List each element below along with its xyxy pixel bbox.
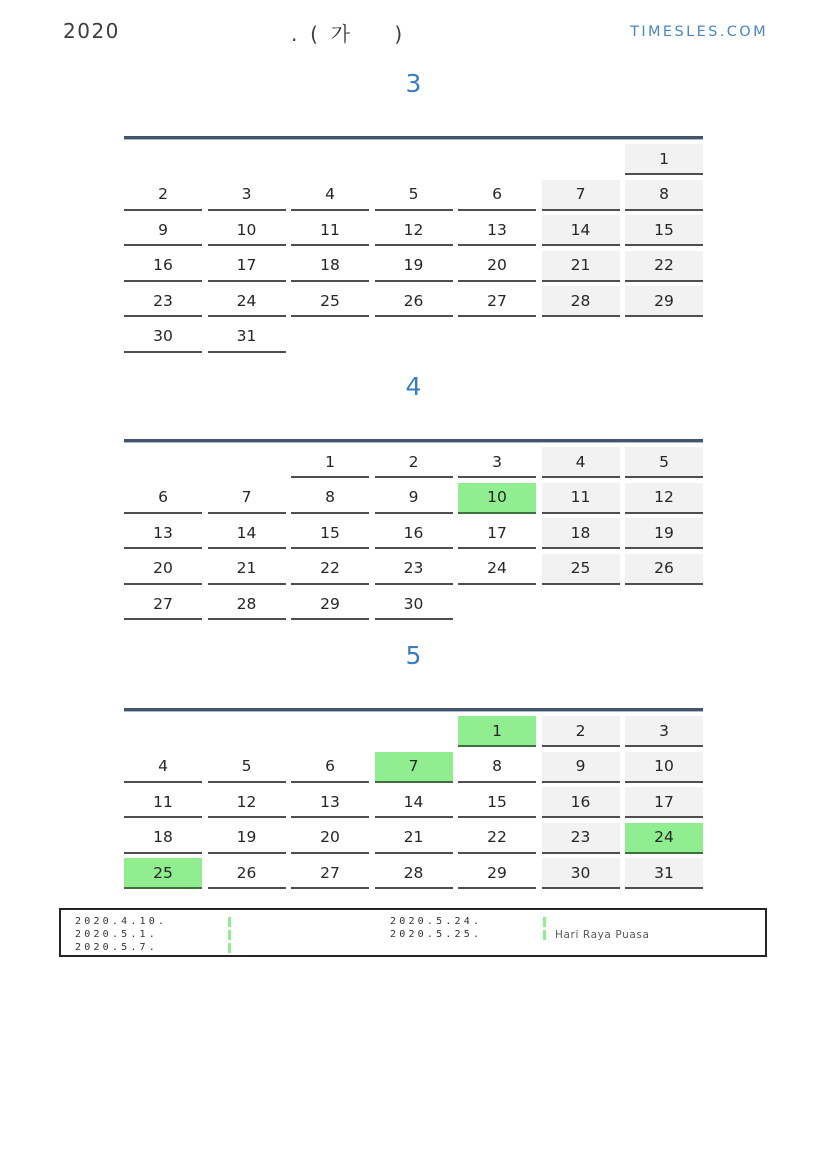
empty-cell <box>208 144 286 175</box>
day-cell: 19 <box>208 823 286 854</box>
day-cell: 17 <box>458 518 536 549</box>
day-cell: 8 <box>625 180 703 211</box>
empty-cell <box>124 716 202 747</box>
month-divider-line <box>124 136 703 140</box>
day-cell: 17 <box>625 787 703 818</box>
day-cell: 7 <box>542 180 620 211</box>
empty-cell <box>375 716 453 747</box>
month-title: 5 <box>405 641 422 670</box>
legend-date: 2020.5.25. <box>390 929 483 940</box>
day-cell: 19 <box>375 251 453 282</box>
legend-row <box>75 941 240 954</box>
day-cell: 22 <box>291 554 369 585</box>
day-cell: 25 <box>542 554 620 585</box>
day-cell: 18 <box>291 251 369 282</box>
month-april <box>124 372 703 620</box>
empty-cell <box>625 322 703 353</box>
day-cell-highlighted: 7 <box>375 752 453 783</box>
day-cell: 8 <box>291 483 369 514</box>
day-cell: 18 <box>124 823 202 854</box>
legend-row <box>390 928 650 941</box>
legend-label: Hari Raya Puasa <box>555 928 650 941</box>
day-cell: 23 <box>542 823 620 854</box>
day-cell: 20 <box>291 823 369 854</box>
day-cell: 24 <box>458 554 536 585</box>
day-cell: 12 <box>625 483 703 514</box>
month-grid <box>124 447 703 620</box>
day-cell: 17 <box>208 251 286 282</box>
day-cell: 11 <box>124 787 202 818</box>
month-divider-line <box>124 708 703 712</box>
day-cell-highlighted: 10 <box>458 483 536 514</box>
day-cell: 11 <box>291 215 369 246</box>
day-cell: 3 <box>208 180 286 211</box>
legend-date: 2020.4.10. <box>75 916 168 927</box>
legend-green-marker <box>543 917 546 927</box>
day-cell: 2 <box>542 716 620 747</box>
day-cell: 28 <box>542 286 620 317</box>
day-cell: 30 <box>542 858 620 889</box>
day-cell: 8 <box>458 752 536 783</box>
empty-cell <box>375 144 453 175</box>
day-cell: 20 <box>458 251 536 282</box>
day-cell: 28 <box>208 589 286 620</box>
day-cell: 6 <box>458 180 536 211</box>
day-cell: 26 <box>625 554 703 585</box>
day-cell: 6 <box>291 752 369 783</box>
day-cell: 9 <box>542 752 620 783</box>
month-grid <box>124 144 703 353</box>
month-grid <box>124 716 703 889</box>
day-cell: 16 <box>375 518 453 549</box>
empty-cell <box>458 144 536 175</box>
day-cell: 31 <box>625 858 703 889</box>
day-cell: 5 <box>375 180 453 211</box>
day-cell-highlighted: 25 <box>124 858 202 889</box>
empty-cell <box>124 144 202 175</box>
legend-green-marker <box>228 943 231 953</box>
day-cell: 27 <box>458 286 536 317</box>
legend-column <box>75 915 240 954</box>
day-cell: 29 <box>625 286 703 317</box>
page-year: 2020 <box>63 19 120 43</box>
day-cell: 30 <box>375 589 453 620</box>
legend-green-marker <box>228 930 231 940</box>
day-cell: 31 <box>208 322 286 353</box>
day-cell: 13 <box>458 215 536 246</box>
day-cell: 13 <box>124 518 202 549</box>
day-cell: 7 <box>208 483 286 514</box>
empty-cell <box>291 716 369 747</box>
day-cell: 10 <box>208 215 286 246</box>
legend-date: 2020.5.7. <box>75 942 158 953</box>
empty-cell <box>542 589 620 620</box>
empty-cell <box>291 144 369 175</box>
day-cell: 27 <box>291 858 369 889</box>
legend-date: 2020.5.24. <box>390 916 483 927</box>
day-cell: 22 <box>625 251 703 282</box>
day-cell: 1 <box>291 447 369 478</box>
day-cell: 29 <box>458 858 536 889</box>
empty-cell <box>291 322 369 353</box>
day-cell: 23 <box>124 286 202 317</box>
legend-row <box>390 915 650 928</box>
day-cell: 26 <box>375 286 453 317</box>
day-cell: 21 <box>208 554 286 585</box>
legend-box <box>59 908 767 957</box>
day-cell: 14 <box>208 518 286 549</box>
day-cell: 11 <box>542 483 620 514</box>
day-cell: 9 <box>124 215 202 246</box>
empty-cell <box>542 322 620 353</box>
day-cell: 15 <box>458 787 536 818</box>
day-cell: 20 <box>124 554 202 585</box>
day-cell: 3 <box>625 716 703 747</box>
day-cell: 22 <box>458 823 536 854</box>
empty-cell <box>208 716 286 747</box>
legend-column <box>390 915 650 941</box>
day-cell: 23 <box>375 554 453 585</box>
day-cell: 4 <box>542 447 620 478</box>
day-cell: 28 <box>375 858 453 889</box>
day-cell: 5 <box>625 447 703 478</box>
day-cell: 25 <box>291 286 369 317</box>
day-cell: 27 <box>124 589 202 620</box>
legend-row <box>75 928 240 941</box>
day-cell: 29 <box>291 589 369 620</box>
day-cell: 10 <box>625 752 703 783</box>
day-cell: 21 <box>542 251 620 282</box>
day-cell: 4 <box>291 180 369 211</box>
day-cell: 15 <box>625 215 703 246</box>
day-cell: 9 <box>375 483 453 514</box>
empty-cell <box>208 447 286 478</box>
month-title: 3 <box>405 69 422 98</box>
legend-row <box>75 915 240 928</box>
page-title-suffix: . ( 가 ) <box>291 22 403 46</box>
day-cell: 2 <box>375 447 453 478</box>
day-cell: 30 <box>124 322 202 353</box>
day-cell: 16 <box>124 251 202 282</box>
day-cell: 15 <box>291 518 369 549</box>
day-cell: 14 <box>542 215 620 246</box>
month-may <box>124 641 703 889</box>
day-cell: 13 <box>291 787 369 818</box>
day-cell: 14 <box>375 787 453 818</box>
day-cell: 21 <box>375 823 453 854</box>
empty-cell <box>542 144 620 175</box>
legend-green-marker <box>543 930 546 940</box>
day-cell: 3 <box>458 447 536 478</box>
day-cell: 26 <box>208 858 286 889</box>
empty-cell <box>375 322 453 353</box>
day-cell: 5 <box>208 752 286 783</box>
month-march <box>124 69 703 353</box>
empty-cell <box>124 447 202 478</box>
day-cell: 12 <box>208 787 286 818</box>
day-cell: 6 <box>124 483 202 514</box>
day-cell: 16 <box>542 787 620 818</box>
day-cell: 12 <box>375 215 453 246</box>
day-cell: 18 <box>542 518 620 549</box>
empty-cell <box>458 589 536 620</box>
day-cell: 2 <box>124 180 202 211</box>
day-cell: 1 <box>625 144 703 175</box>
day-cell: 4 <box>124 752 202 783</box>
month-title: 4 <box>405 372 422 401</box>
empty-cell <box>625 589 703 620</box>
legend-green-marker <box>228 917 231 927</box>
day-cell: 24 <box>208 286 286 317</box>
day-cell-highlighted: 1 <box>458 716 536 747</box>
month-divider-line <box>124 439 703 443</box>
legend-date: 2020.5.1. <box>75 929 158 940</box>
day-cell-highlighted: 24 <box>625 823 703 854</box>
day-cell: 19 <box>625 518 703 549</box>
site-logo-link[interactable]: TIMESLES.COM <box>630 24 768 40</box>
empty-cell <box>458 322 536 353</box>
